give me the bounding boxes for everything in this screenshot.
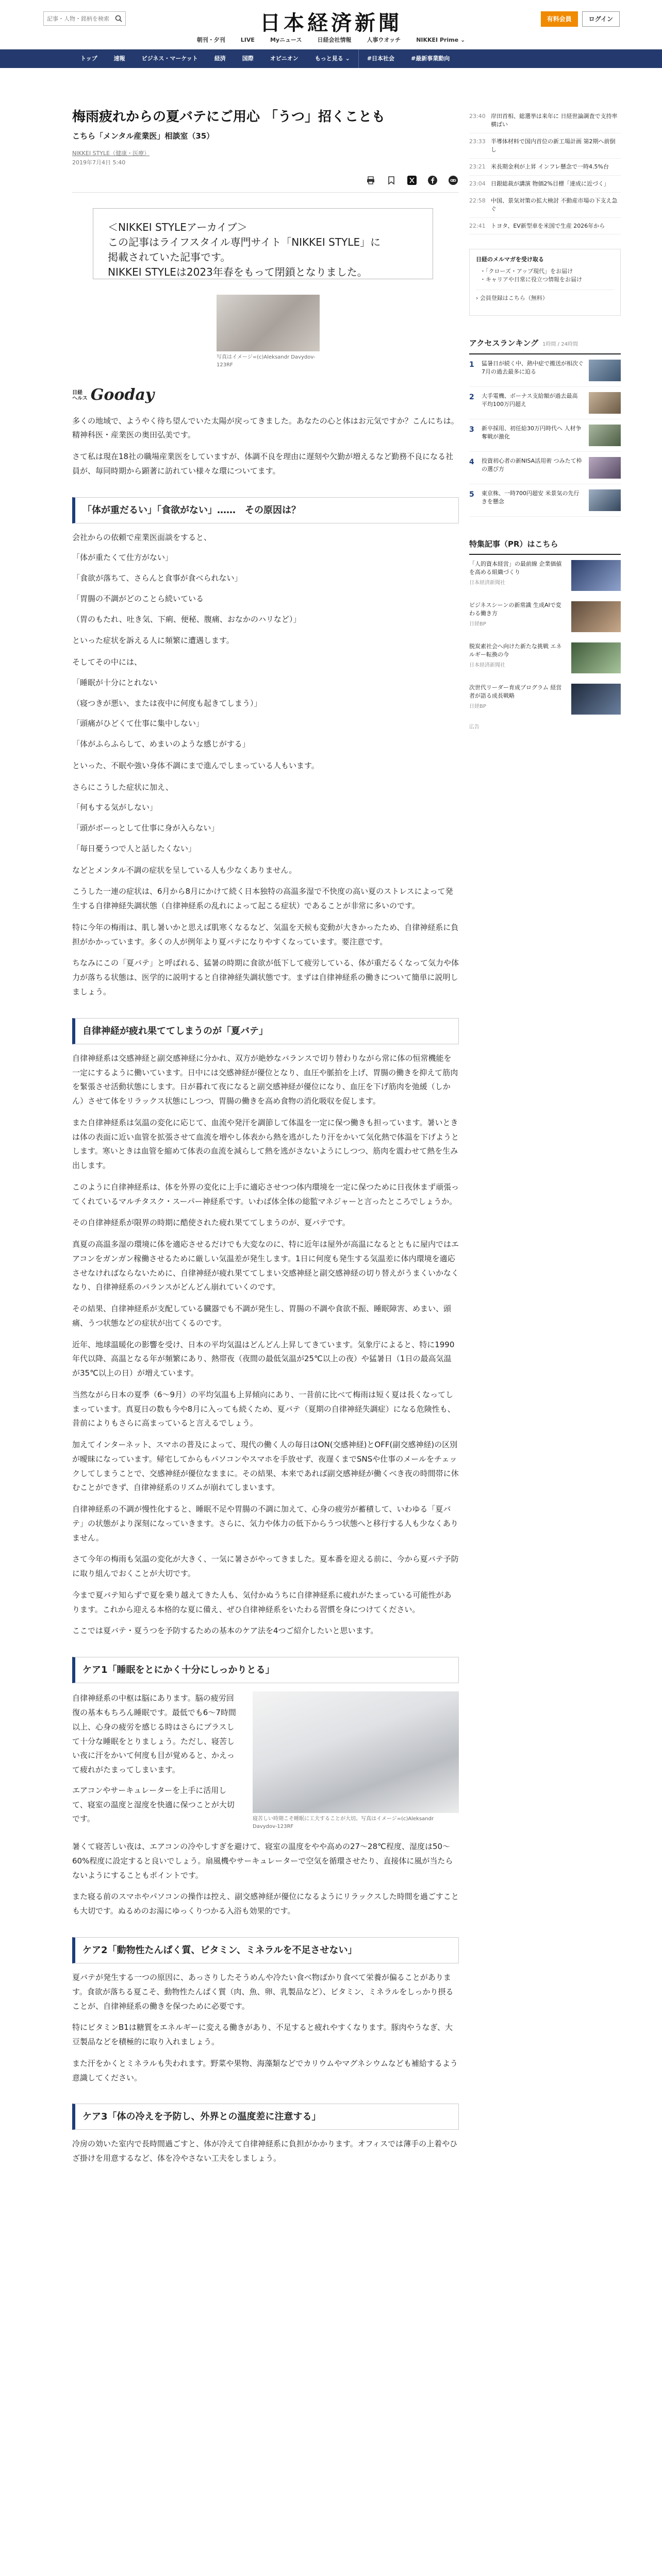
figure-caption: 寝苦しい時期こそ睡眠に工夫することが大切。写真はイメージ=(c)Aleksandr Davydov-123RF — [253, 1816, 434, 1830]
rank-number: 5 — [469, 490, 474, 499]
paragraph: 特に今年の梅雨は、肌し暑いかと思えば肌寒くなるなど、気温を天候も変動が大きかったため、自律神経系に負担がかかっています。多くの人が例年より夏バテになりやすくなっています。要注意です。 — [72, 922, 459, 946]
quote-line: （胃のもたれ、吐き気、下痢、便秘、腹痛、おなかのハリなど）」 — [72, 614, 301, 624]
quote-line: 「胃腸の不調がどのことら続いている — [72, 594, 204, 603]
ranking-item[interactable] — [469, 419, 621, 452]
paragraph: 真夏の高温多湿の環境に体を適応させるだけでも大変なのに、特に近年は屋外が高温になるとともに屋内ではエアコンをガンガン稼働させるために厳しい気温差が発生します。1日に何度も発生する気温差に体内環境を適応させなければならないために、自律神経が疲れ果ててしまい交感神経と副交感神経の切り替えがうまくいかなくなり、自律神経系のバランスがどんどん崩れていくのです。 — [72, 1240, 459, 1292]
rank-thumbnail — [589, 392, 621, 414]
paragraph: こうした一連の症状は、6月から8月にかけて続く日本独特の高温多湿で不快度の高い夏のストレスによって発生する自律神経失調状態（自律神経系の乱れによって起こる症状）であることが非常に多いのです。 — [72, 887, 453, 911]
rank-title: 大手電機、ボーナス支給額が過去最高 平均100万円超え — [482, 392, 578, 408]
pr-sponsor: 日経BP — [469, 621, 486, 627]
paragraph: といった、不眠や強い身体不調にまで進んでしまっている人もいます。 — [72, 760, 319, 770]
news-title: 岸田首相、総選挙は来年に 日経世論調査で支持率横ばい — [491, 113, 618, 128]
login-button[interactable]: ログイン — [582, 11, 620, 27]
quote-line: （寝つきが悪い、または夜中に何度も起きてしまう）」 — [72, 698, 262, 708]
tired-person-photo[interactable] — [217, 295, 320, 351]
sidebar — [469, 108, 621, 732]
pr-item[interactable] — [469, 679, 621, 720]
quote-line: 「何もする気がしない」 — [72, 803, 158, 812]
gooday-wordmark: Gooday — [90, 386, 155, 404]
paragraph: さて私は現在18社の職場産業医をしていますが、体調不良を理由に遅刻や欠勤が増えるなど勤務不良になる社員が、毎同時期から顕著に訪れてい様々な環についてます。 — [72, 452, 454, 476]
paragraph: そしてその中には、 — [72, 657, 142, 667]
news-time: 23:33 — [469, 138, 486, 145]
archive-line: NIKKEI STYLEは2023年春をもって閉鎖となりました。 — [108, 265, 368, 278]
search-box — [43, 11, 126, 26]
search-input[interactable] — [44, 12, 112, 25]
rank-thumbnail — [589, 425, 621, 446]
nav-item-business[interactable]: ビジネス・マーケット — [141, 55, 198, 62]
article — [72, 108, 459, 2166]
paragraph: 近年、地球温暖化の影響を受け、日本の平均気温はどんどん上昇してきています。気象庁によると、特に1990年代以降、高温となる年が頻繁にあり、熱帯夜（夜間の最低気温が25℃以上の夜）や猛暑日（1日の最高気温が35℃以上の日）が増えています。 — [72, 1340, 455, 1378]
care1-text — [72, 1691, 240, 1833]
care1-content — [72, 1691, 459, 1833]
pr-sponsor: 日本経済新聞社 — [469, 580, 505, 586]
nav-item-hashtag[interactable]: #最新事業動向 — [411, 55, 450, 62]
x-share-icon[interactable] — [406, 175, 418, 186]
ranking-heading — [469, 336, 621, 354]
paragraph: 暑くて寝苦しい夜は、エアコンの冷やしすぎを避けて、寝室の温度をやや高めの27〜28℃程度、湿度は50〜60%程度に設定すると良いでしょう。扇風機やサーキュレーターで空気を循環させたり、直接体に風が当たらないようにすることもポイントです。 — [72, 1842, 453, 1880]
subscribe-button[interactable]: 有料会員 — [541, 11, 578, 27]
promo-line: ・キャリアや日常に役立つ情報をお届け — [480, 276, 582, 283]
rank-thumbnail — [589, 360, 621, 381]
pr-thumbnail — [571, 560, 621, 591]
ranking-item[interactable] — [469, 484, 621, 517]
pr-item-text — [469, 684, 566, 715]
nav-item-top[interactable]: トップ — [80, 55, 97, 62]
pr-item[interactable] — [469, 596, 621, 637]
rank-title: 猛暑日が続く中、熱中症で搬送が相次ぐ 7月の過去最多に迫る — [482, 360, 584, 376]
ad-label: 広告 — [469, 724, 479, 730]
news-item[interactable] — [469, 193, 621, 218]
news-title: 半導体材料で国内首位の新工場計画 第2期へ前倒し — [491, 138, 616, 153]
pr-item-title: 次世代リーダー育成プログラム 経営者が語る成長戦略 — [469, 684, 562, 700]
rank-number: 1 — [469, 360, 474, 369]
paragraph: 今まで夏バテ知らずで夏を乗り越えてきた人も、気付かぬうちに自律神経系に疲れがたまっている可能性があります。これから迎える本格的な夏に備え、ぜひ自律神経系をいたわる習慣を身につけてください。 — [72, 1590, 452, 1614]
paragraph: 多くの地域で、ようやく待ち望んでいた太陽が戻ってきました。あなたの心と体はお元気ですか？こんにちは。精神科医・産業医の奥田弘美です。 — [72, 416, 459, 440]
quote-line: 「体がふらふらして、めまいのような感じがする」 — [72, 739, 250, 749]
quote-line: 「毎日憂うつで人と話したくない」 — [72, 843, 196, 853]
paragraph: また自律神経系は気温の変化に応じて、血流や発汗を調節して体温を一定に保つ働きも担っています。暑いときは体の表面に近い血管を拡張させて血流を増やし体表から熱を逃がしたり汗をかいて気化熱で体温を下げようとします。寒いときは血管を縮めて体表の血流を減らして熱を逃がさないようにしつつ、筋肉を震わせて熱を生み出します。 — [72, 1117, 459, 1171]
news-time: 22:58 — [469, 197, 486, 204]
pr-sponsor: 日本経済新聞社 — [469, 662, 505, 668]
subnav-item[interactable]: 人事ウオッチ — [367, 37, 401, 43]
pr-title: 特集記事（PR）はこちら — [469, 539, 558, 549]
gooday-logo[interactable] — [72, 384, 459, 407]
pr-sponsor: 日経BP — [469, 703, 486, 709]
pr-thumbnail — [571, 601, 621, 632]
promo-title: 日経のメルマガを受け取る — [476, 256, 544, 263]
paragraph: その自律神経系が限界の時期に酷使された疲れ果ててしまうのが、夏バテです。 — [72, 1218, 350, 1228]
rank-thumbnail — [589, 457, 621, 479]
rank-thumbnail — [589, 489, 621, 511]
article-source-link[interactable]: NIKKEI STYLE（健康・医療） — [72, 150, 150, 157]
quote-line: 「睡眠が十分にとれない — [72, 677, 158, 687]
paragraph: また寝る前のスマホやパソコンの操作は控え、副交感神経が優位になるようにリラックスした時間を過ごすことも大切です。ぬるめのお湯にゆっくりつかる入浴も効果的です。 — [72, 1892, 459, 1916]
rank-number: 3 — [469, 425, 474, 434]
sub-navigation — [0, 33, 662, 47]
pr-thumbnail — [571, 642, 621, 673]
archive-line: 掲載されていた記事です。 — [108, 250, 231, 263]
latest-news-list — [469, 108, 621, 234]
news-time: 23:04 — [469, 180, 486, 187]
rank-number: 4 — [469, 457, 474, 466]
paragraph: 加えてインターネット、スマホの普及によって、現代の働く人の毎日はON(交感神経)とOFF(副交感神経)の区別が曖昧になっています。帰宅してからもパソコンやスマホを手放せず、夜遅くまでSNSや仕事のメールをチェックしてしまうことで、交感神経が優位なままに。その結果、本来であれば副交感神経が働くべき夜の時間帯に休むことができず、自律神経系のリズムが崩れてしまいます。 — [72, 1440, 459, 1493]
nav-item-international[interactable]: 国際 — [242, 55, 254, 62]
paragraph: エアコンやサーキュレーターを上手に活用して、寝室の温度と湿度を快適に保つことが大切です。 — [72, 1785, 235, 1824]
section-heading: 自律神経が疲れ果ててしまうのが「夏バテ」 — [72, 1018, 459, 1044]
subnav-item[interactable]: LIVE — [240, 37, 255, 43]
promo-line: ・「クローズ・アップ現代」をお届け — [480, 267, 573, 275]
archive-line: この記事はライフスタイル専門サイト「NIKKEI STYLE」に — [108, 235, 381, 248]
article-date: 2019年7月4日 5:40 — [72, 159, 126, 166]
newsletter-promo — [469, 249, 621, 316]
ranking-item[interactable] — [469, 354, 621, 387]
pr-item-text — [469, 560, 566, 591]
section-heading: ケア1「睡眠をとにかく十分にしっかりとる」 — [72, 1657, 459, 1683]
section-heading: ケア3「体の冷えを予防し、外界との温度差に注意する」 — [72, 2104, 459, 2130]
nav-item-hashtag[interactable]: #日本社会 — [358, 49, 403, 68]
nav-item-opinion[interactable]: オピニオン — [270, 55, 299, 62]
pr-item-text — [469, 642, 566, 673]
quote-line: 「食欲が落ちて、さらんと食事が食べられない」 — [72, 573, 242, 583]
rank-title: 投資初心者の新NISA活用術 つみたて枠の選び方 — [482, 457, 582, 473]
nav-item-economy[interactable]: 経済 — [214, 55, 226, 62]
news-time: 23:21 — [469, 163, 486, 170]
paragraph: 会社からの依頼で産業医面談をすると、 — [72, 532, 212, 542]
news-item[interactable] — [469, 218, 621, 235]
subnav-item[interactable]: 日経会社情報 — [317, 37, 352, 43]
paragraph: 冷房の効いた室内で長時間過ごすと、体が冷えて自律神経系に負担がかかります。オフィスでは薄手の上着やひざ掛けを用意するなど、体を冷やさない工夫をしましょう。 — [72, 2139, 458, 2163]
paragraph: さらにこうした症状に加え、 — [72, 782, 173, 792]
paragraph: 自律神経系は交感神経と副交感神経に分かれ、双方が絶妙なバランスで切り替わりながら常に体の恒常機能を一定にするように働いています。日中には交感神経が優位となり、血圧や脈拍を上げ、胃腸の働きを抑えて筋肉を緊張させ活動状態にします。日が暮れて夜になると副交感神経が優位になり、血圧を下げ筋肉を弛緩（しかん）させて体をリラックス状態にしつつ、胃腸の働きを高め食物の消化吸収を促します。 — [72, 1053, 458, 1106]
news-item[interactable] — [469, 108, 621, 133]
paragraph: 夏バテが発生する一つの原因に、あっさりしたそうめんや冷たい食べ物ばかり食べて栄養が偏ることがあります。食欲が落ちる夏こそ、動物性たんぱく質（肉、魚、卵、乳製品など）、ビタミン、ミネラルをしっかり摂ることが、自律神経系の働きを保つために必要です。 — [72, 1973, 454, 2011]
pr-item[interactable] — [469, 555, 621, 596]
nikkei-health-mark: 日経 ヘルス — [72, 389, 88, 401]
news-title: 日銀総裁が講演 物価2%目標「達成に近づく」 — [491, 180, 609, 187]
nav-item-more[interactable]: もっと見る ⌄ — [315, 55, 350, 62]
section-heading: 「体が重だるい」「食欲がない」…… その原因は？ — [72, 497, 459, 523]
archive-line: ＜NIKKEI STYLEアーカイブ＞ — [108, 221, 247, 233]
paragraph: ちなみにこの「夏バテ」と呼ばれる、猛暑の時期に食欲が低下して疲労している、体が重だるくなって気力や体力が落ちる状態は、医学的に説明すると自律神経失調状態です。まずは自律神経系の働きについて簡単に説明しましょう。 — [72, 958, 459, 996]
pr-item-title: ビジネスシーンの新常識 生成AIで変わる働き方 — [469, 601, 561, 617]
nav-item-breaking[interactable]: 速報 — [113, 55, 125, 62]
paragraph: ここでは夏バテ・夏うつを予防するための基本のケア法を4つご紹介したいと思います。 — [72, 1626, 378, 1636]
rank-title: 新卒採用、初任給30万円時代へ 人材争奪戦が激化 — [482, 425, 582, 440]
pr-heading — [469, 537, 621, 555]
paragraph: などとメンタル不調の症状を呈している人も少なくありません。 — [72, 865, 297, 875]
article-body — [72, 414, 459, 2166]
ranking-list — [469, 354, 621, 517]
pr-item-title: 脱炭素社会へ向けた新たな挑戦 エネルギー転換の今 — [469, 642, 562, 658]
subnav-item[interactable]: Myニュース — [270, 37, 302, 43]
paragraph: また汗をかくとミネラルも失われます。野菜や果物、海藻類などでカリウムやマグネシウムなども補給するよう意識してください。 — [72, 2058, 458, 2082]
news-item[interactable] — [469, 176, 621, 193]
print-icon[interactable] — [365, 175, 376, 186]
paragraph: 特にビタミンB1は糖質をエネルギーに変える働きがあり、不足すると疲れやすくなります。豚肉やうなぎ、大豆製品などを積極的に取り入れましょう。 — [72, 2023, 453, 2047]
paragraph: 自律神経系の不調が慢性化すると、睡眠不足や胃腸の不調に加えて、心身の疲労が蓄積して、いわゆる「夏バテ」の状態がより深刻になっていきます。さらに、気力や体力の低下からうつ状態へと移行する人も少なくありません。 — [72, 1504, 458, 1543]
article-meta — [72, 149, 459, 167]
search-icon[interactable] — [112, 12, 125, 25]
register-link[interactable]: › 会員登録はこちら（無料） — [476, 290, 614, 303]
site-logo[interactable]: 日本経済新聞 — [260, 11, 402, 35]
article-figure — [217, 295, 320, 369]
pr-thumbnail — [571, 684, 621, 715]
archive-notice — [93, 208, 433, 279]
rank-number: 2 — [469, 393, 474, 401]
main-navigation — [0, 49, 662, 68]
news-title: 米長期金利が上昇 インフレ懸念で一時4.5%台 — [491, 163, 609, 170]
pr-item-text — [469, 601, 566, 632]
ranking-title: アクセスランキング — [469, 338, 539, 348]
ranking-item[interactable] — [469, 387, 621, 419]
news-time: 22:41 — [469, 222, 486, 229]
share-tools — [72, 175, 459, 193]
news-item[interactable] — [469, 133, 621, 159]
paragraph: 当然ながら日本の夏季（6〜9月）の平均気温も上昇傾向にあり、一昔前に比べて梅雨は短く夏は長くなってしまっています。真夏日の数も今や8月に入っても続くため、夏バテ（夏期の自律神経失調症）になる危険性も、昔前によりもさらに高まっていると言えるでしょう。 — [72, 1389, 455, 1428]
section-heading: ケア2「動物性たんぱく質、ビタミン、ミネラルを不足させない」 — [72, 1937, 459, 1963]
figure-caption: 写真はイメージ=(c)Aleksandr Davydov-123RF — [217, 354, 316, 368]
auth-buttons — [541, 11, 620, 27]
top-header — [0, 0, 662, 49]
news-title: 中国、景気対策の拡大検討 不動産市場の下支え急ぐ — [491, 197, 618, 212]
quote-line: 「頭がボーっとして仕事に身が入らない」 — [72, 823, 219, 833]
ranking-item[interactable] — [469, 452, 621, 484]
bookmark-icon[interactable] — [386, 175, 397, 186]
paragraph: その結果、自律神経系が支配している臓器でも不調が発生し、胃腸の不調や食欲不振、睡眠障害、めまい、頭痛、うつ状態などの症状が出てくるのです。 — [72, 1304, 452, 1328]
ranking-period[interactable]: 1時間 / 24時間 — [542, 342, 578, 348]
rank-title: 東京株、一時700円超安 米景気の先行きを懸念 — [482, 489, 580, 505]
subnav-item[interactable]: NIKKEI Prime ⌄ — [416, 37, 466, 43]
pr-list — [469, 555, 621, 720]
news-time: 23:40 — [469, 113, 486, 120]
article-headline: 梅雨疲れからの夏バテにご用心 「うつ」招くことも — [72, 109, 386, 125]
quote-line: 「体が重たくて仕方がない」 — [72, 553, 173, 563]
paragraph: このように自律神経系は、体を外界の変化に上手に適応させつつ体内環境を一定に保つために日夜休まず頑張ってくれているマルチタスク・スーパー神経系です。いわば体全体の総監マネジャーと言ったところでしょうか。 — [72, 1182, 459, 1206]
sleeping-person-photo[interactable] — [253, 1691, 459, 1813]
pr-item[interactable] — [469, 637, 621, 679]
article-figure — [253, 1691, 459, 1833]
paragraph: さて今年の梅雨も気温の変化が大きく、一気に暑さがやってきました。夏本番を迎える前に、今から夏バテ予防に取り組んでおくことが大切です。 — [72, 1554, 459, 1579]
paragraph: といった症状を訴える人に頻繁に遭遇します。 — [72, 636, 234, 646]
subnav-item[interactable]: 朝刊・夕刊 — [196, 37, 225, 43]
facebook-icon[interactable] — [427, 175, 438, 186]
link-copy-icon[interactable] — [448, 175, 459, 186]
news-item[interactable] — [469, 159, 621, 176]
article-subhead[interactable]: こちら「メンタル産業医」相談室（35） — [72, 131, 214, 141]
quote-line: 「頭痛がひどくて仕事に集中しない」 — [72, 719, 204, 728]
pr-item-title: 「人的資本経営」の最前線 企業価値を高める組織づくり — [469, 560, 562, 576]
news-title: トヨタ、EV新型車を米国で生産 2026年から — [491, 222, 605, 229]
paragraph: 自律神経系の中枢は脳にあります。脳の疲労回復の基本もちろん睡眠です。最低でも6〜7時間以上、心身の疲労を感じる時はさらにプラスして十分な睡眠をとりましょう。ただし、寝苦しい夜に汗をかいて何度も目が覚めると、かえって疲れがたまってしまいます。 — [72, 1693, 236, 1775]
